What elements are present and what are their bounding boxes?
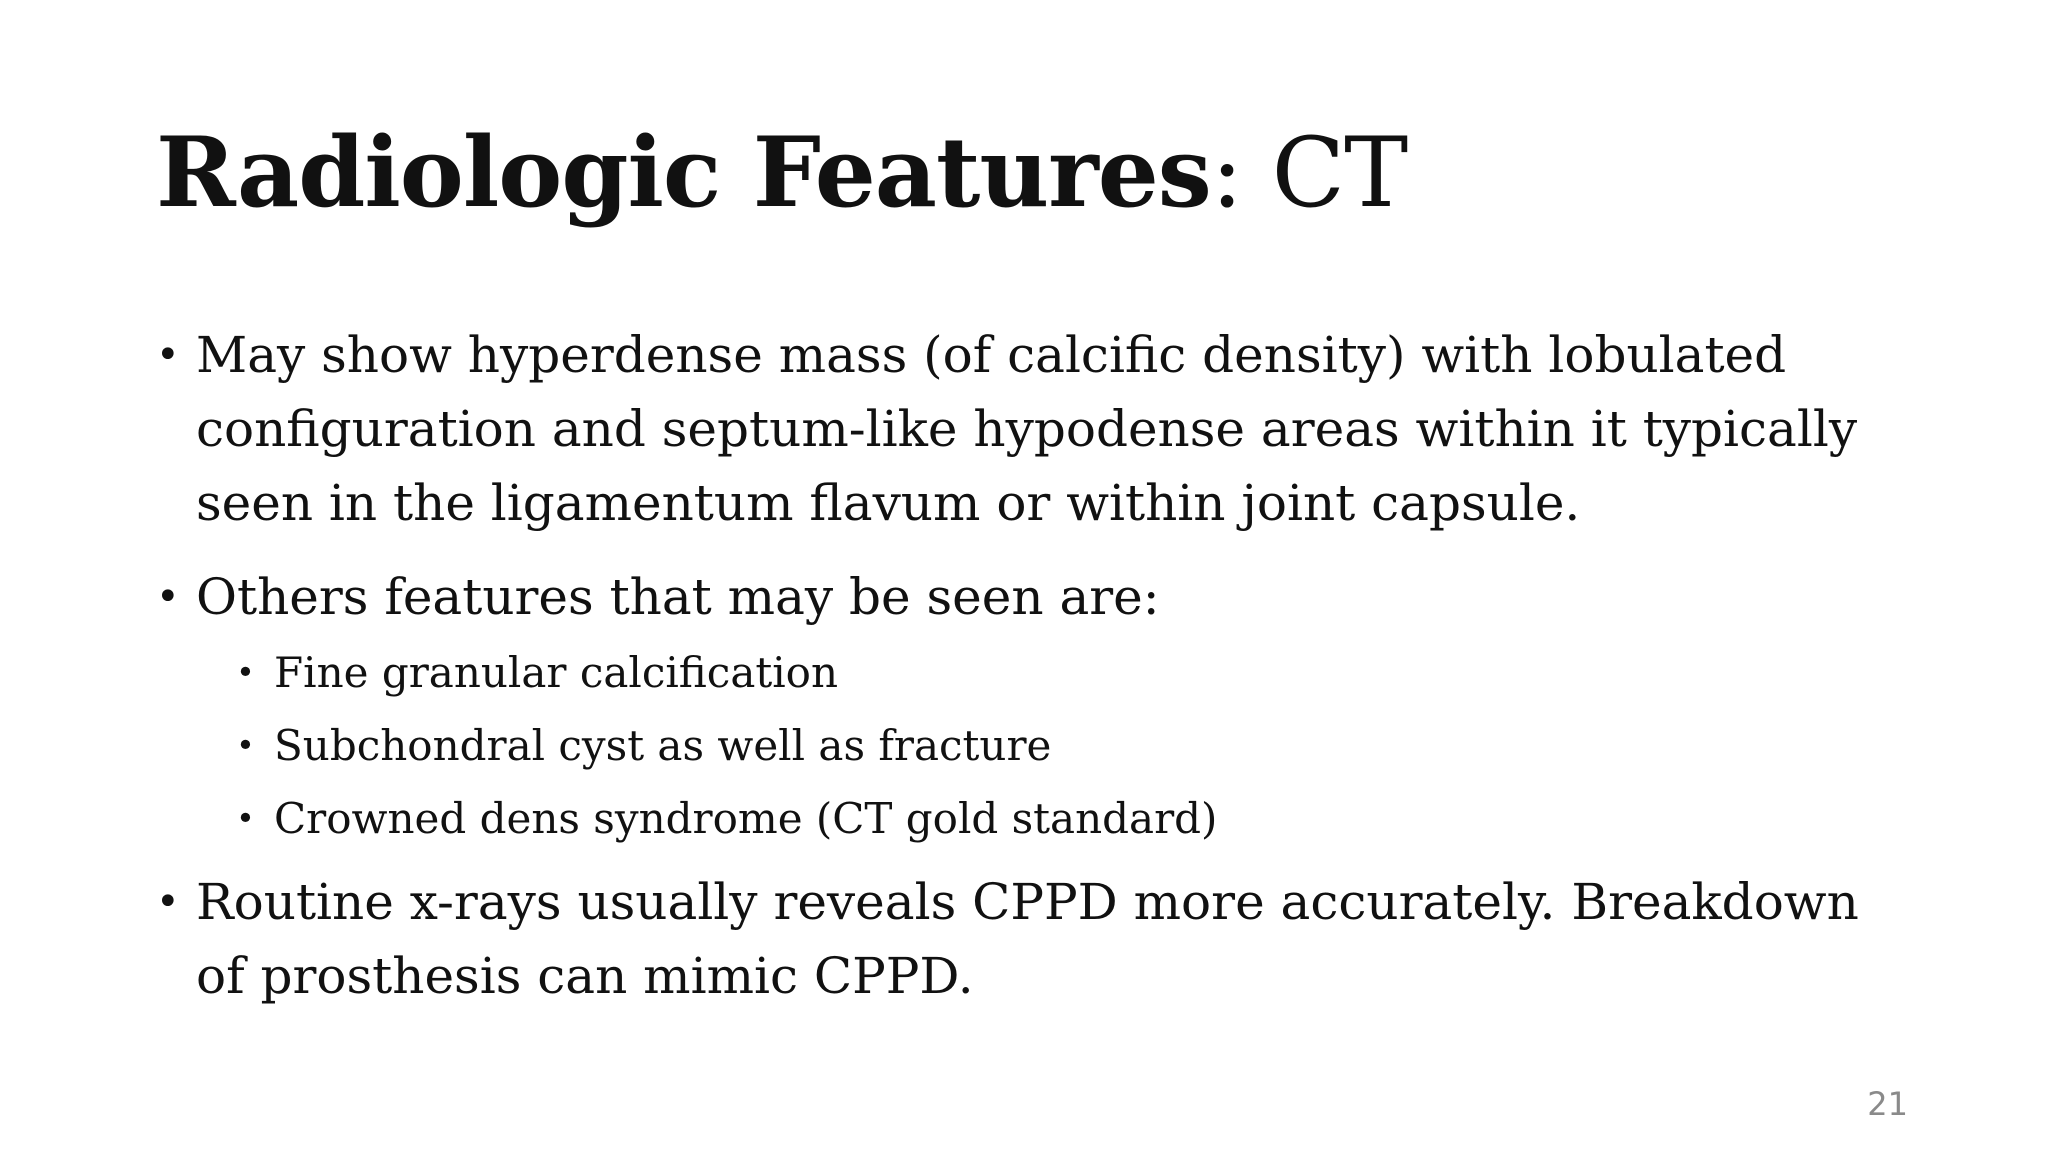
sub-bullet-item (236, 636, 1916, 709)
sub-bullet-item (236, 709, 1916, 782)
sub-bullet-dot: • (236, 653, 255, 691)
sub-bullet-dot: • (236, 799, 255, 837)
slide-title (156, 118, 1407, 228)
sub-bullet-text: Fine granular calcification (274, 648, 839, 697)
page-number: 21 (1867, 1085, 1908, 1123)
sub-bullet-text: Crowned dens syndrome (CT gold standard) (274, 794, 1218, 843)
bullet-dot: • (156, 332, 180, 378)
slide-body (156, 318, 1916, 1033)
bullet-item (156, 865, 1916, 1013)
bullet-item (156, 318, 1916, 540)
sub-bullet-text: Subchondral cyst as well as fracture (274, 721, 1052, 770)
bullet-item (156, 560, 1916, 634)
slide-title-bold: Radiologic Features (156, 116, 1211, 229)
sub-bullet-list (236, 636, 1916, 855)
slide-title-rest: : CT (1210, 117, 1408, 229)
bullet-text: Others features that may be seen are: (196, 568, 1160, 626)
sub-bullet-item (236, 782, 1916, 855)
bullet-text: May show hyperdense mass (of calcific density) with lobulated configuration and septum-like hypodense areas within it typically seen in the ligamentum flavum or within joint capsule. (196, 326, 1858, 532)
sub-bullet-dot: • (236, 726, 255, 764)
bullet-text: Routine x-rays usually reveals CPPD more accurately. Breakdown of prosthesis can mimic CPPD. (196, 873, 1859, 1005)
bullet-dot: • (156, 879, 180, 925)
bullet-dot: • (156, 574, 180, 620)
